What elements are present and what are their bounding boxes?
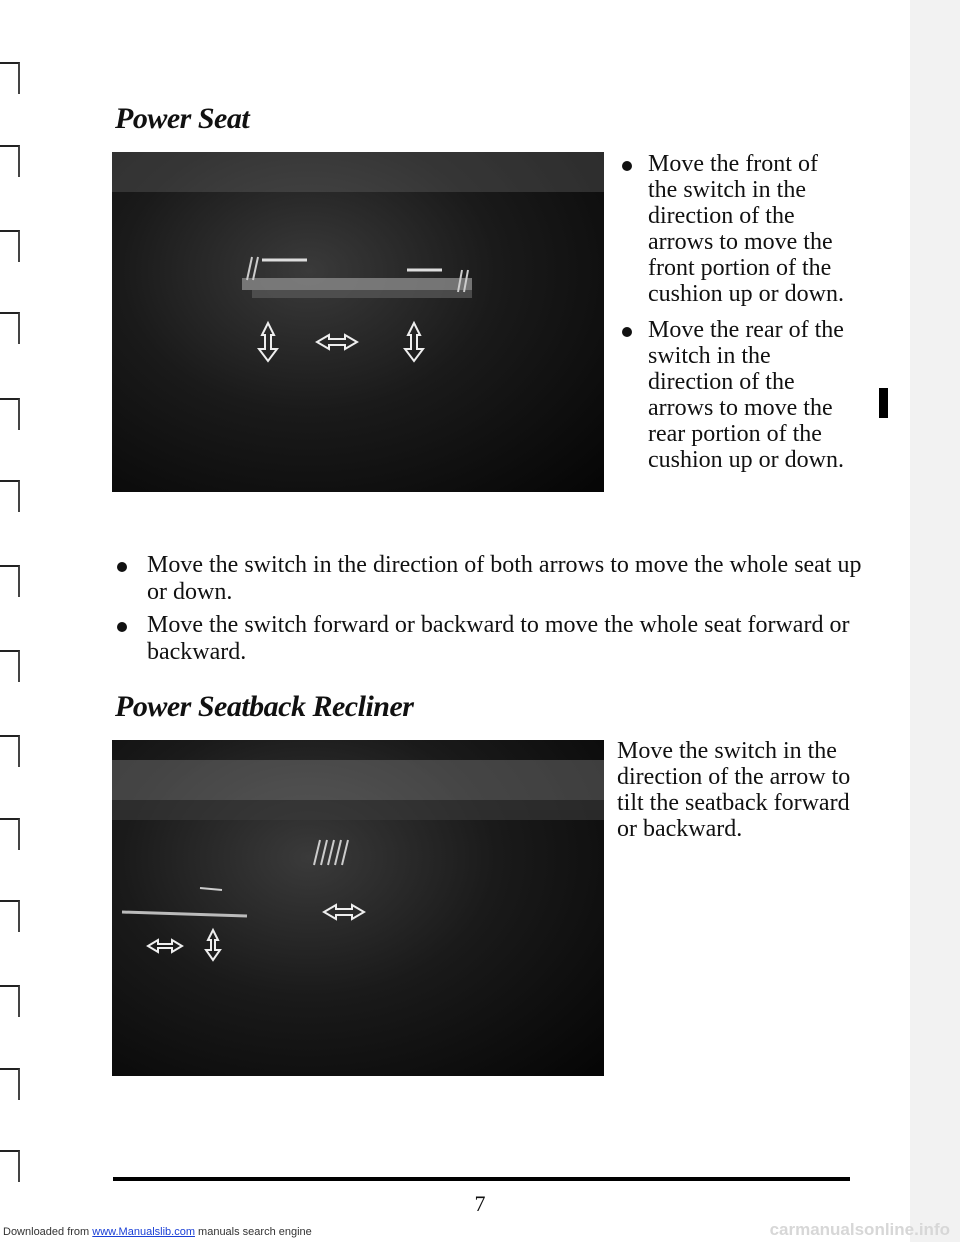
left-right-arrow-icon — [148, 940, 182, 952]
recliner-instructions: Move the switch in the direction of the arrow to tilt the seatback forward or backward. — [617, 738, 851, 842]
download-footer — [3, 1226, 312, 1238]
watermark: carmanualsonline.info — [769, 1220, 950, 1239]
edge-mark — [0, 1150, 20, 1182]
edge-mark — [0, 565, 20, 597]
edge-mark — [0, 312, 20, 344]
up-down-arrow-icon — [259, 323, 277, 361]
page-number: 7 — [474, 1191, 486, 1216]
edge-mark — [0, 62, 20, 94]
left-right-arrow-icon — [324, 905, 364, 919]
edge-mark — [0, 818, 20, 850]
edge-mark — [0, 650, 20, 682]
recliner-heading: Power Seatback Recliner — [115, 690, 414, 723]
footer-prefix: Downloaded from — [3, 1226, 93, 1238]
page-edge-shade — [910, 0, 960, 1242]
power-seat-side-list — [620, 151, 850, 483]
edge-mark — [0, 145, 20, 177]
edge-mark — [0, 230, 20, 262]
section-tab-marker — [879, 388, 888, 418]
recliner-switch-photo — [112, 740, 604, 1076]
edge-mark — [0, 1068, 20, 1100]
manualslib-link[interactable]: www.Manualslib.com — [92, 1226, 195, 1238]
edge-mark — [0, 900, 20, 932]
edge-mark — [0, 480, 20, 512]
power-seat-full-list — [115, 552, 875, 672]
edge-mark — [0, 985, 20, 1017]
left-right-arrow-icon — [317, 335, 357, 349]
edge-mark — [0, 735, 20, 767]
list-item: Move the front of the switch in the direction of the arrows to move the front portion of the cushion up or down. — [620, 151, 850, 307]
up-down-arrow-icon — [405, 323, 423, 361]
footer-suffix: manuals search engine — [194, 1226, 312, 1238]
footer-rule — [113, 1177, 850, 1181]
list-item: Move the switch in the direction of both arrows to move the whole seat up or down. — [115, 552, 875, 606]
up-down-arrow-icon — [206, 930, 220, 960]
list-item: Move the switch forward or backward to move the whole seat forward or backward. — [115, 612, 875, 666]
power-seat-heading: Power Seat — [115, 102, 250, 135]
list-item: Move the rear of the switch in the direction of the arrows to move the rear portion of the cushion up or down. — [620, 317, 850, 473]
edge-mark — [0, 398, 20, 430]
power-seat-switch-photo — [112, 152, 604, 492]
left-edge-marks — [0, 0, 40, 1242]
